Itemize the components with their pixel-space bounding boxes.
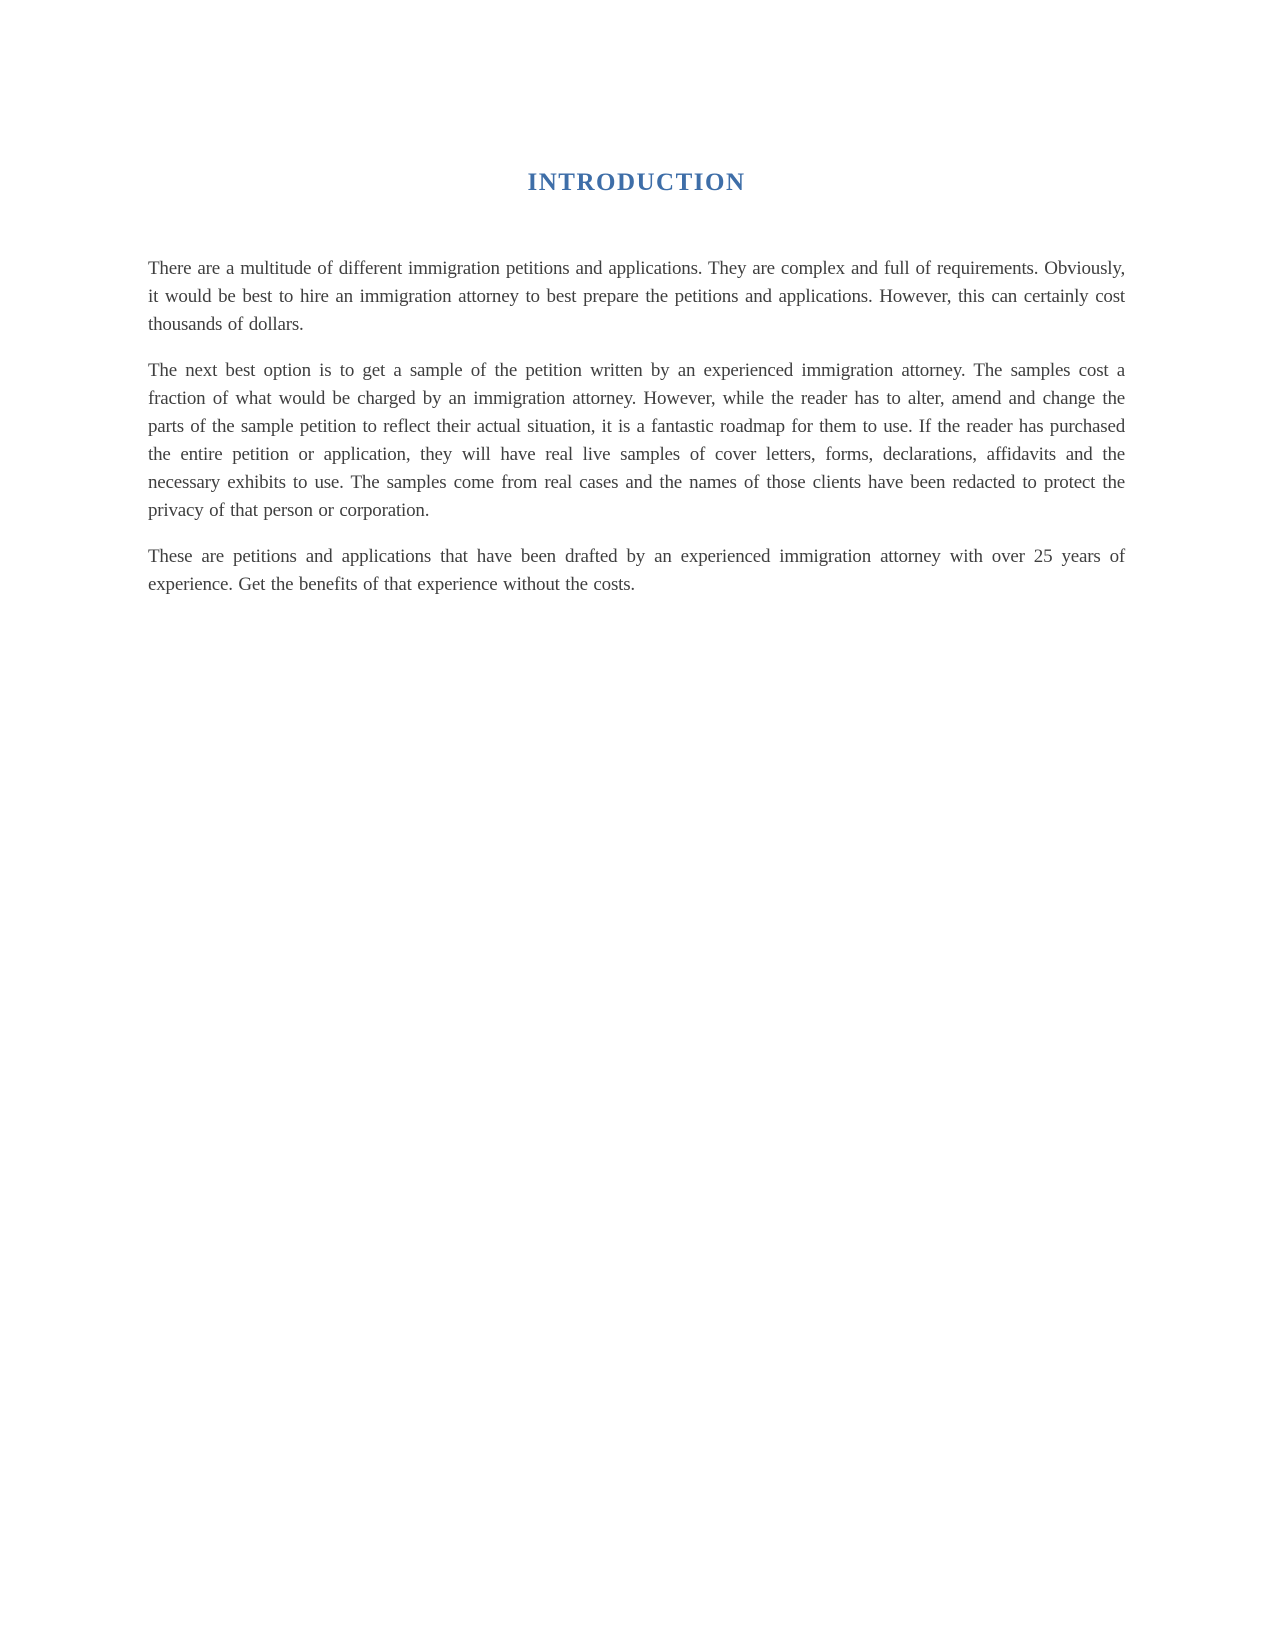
paragraph-experience: These are petitions and applications that have been drafted by an experienced immigration attorney with over 25 years of experience. Get the benefits of that experience without the costs. [148,546,1125,595]
page-title: INTRODUCTION [527,169,746,196]
document-body [148,255,1125,599]
paragraph-intro-overview: There are a multitude of different immigration petitions and applications. They are complex and full of requirements. Obviously, it would be best to hire an immigration attorney to best prepare the petitions and applications. However, this can certainly cost thousands of dollars. [148,258,1125,335]
paragraph-sample-option: The next best option is to get a sample of the petition written by an experienced immigration attorney. The samples cost a fraction of what would be charged by an immigration attorney. However, while the reader has to alter, amend and change the parts of the sample petition to reflect their actual situation, it is a fantastic roadmap for them to use. If the reader has purchased the entire petition or application, they will have real live samples of cover letters, forms, declarations, affidavits and the necessary exhibits to use. The samples come from real cases and the names of those clients have been redacted to protect the privacy of that person or corporation. [148,360,1125,521]
